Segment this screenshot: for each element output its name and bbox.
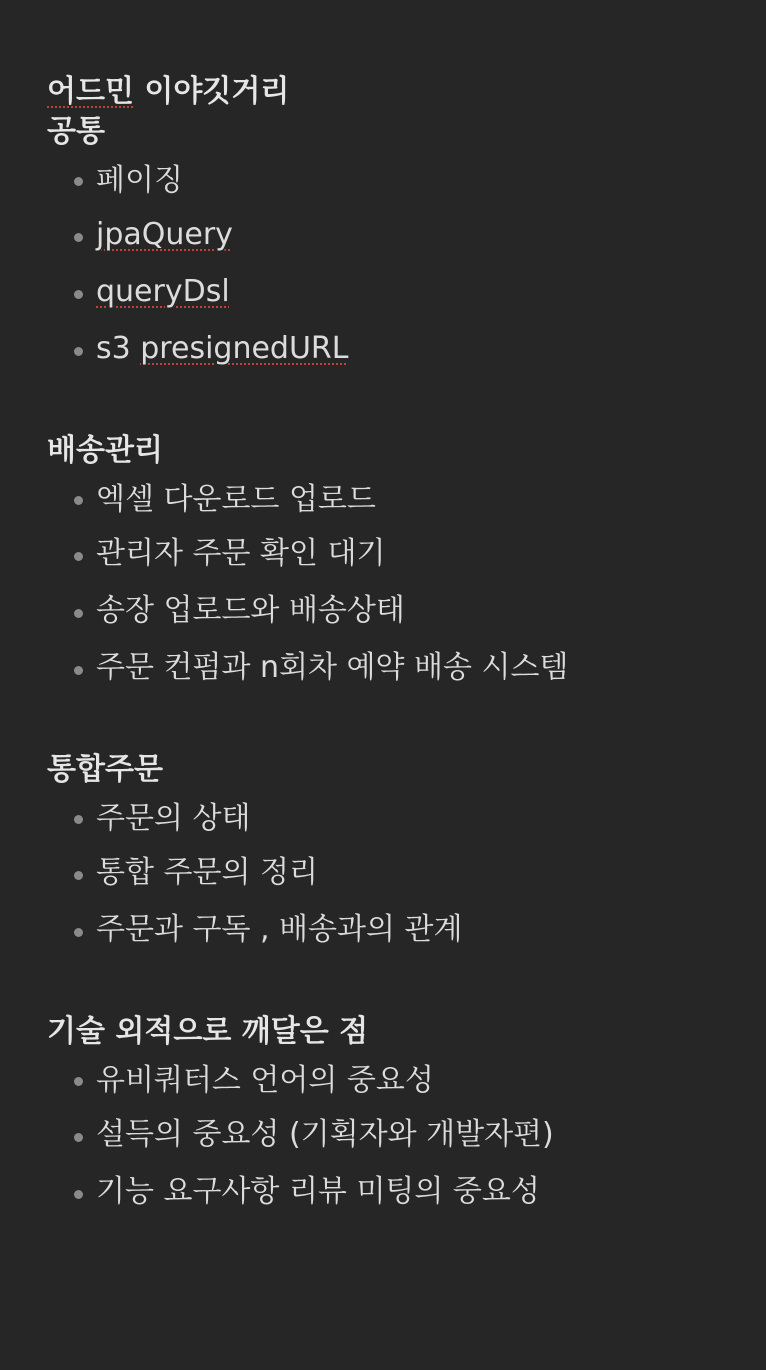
list-item-text: 관리자 주문 확인 대기	[96, 536, 386, 571]
list-item[interactable]	[47, 901, 747, 958]
bullet-icon	[74, 1133, 83, 1142]
list-item[interactable]	[47, 582, 747, 639]
section-common	[47, 112, 747, 377]
section-lessons	[47, 1012, 747, 1220]
list-item[interactable]	[47, 152, 747, 206]
bullet-list	[47, 790, 747, 958]
note-title[interactable]	[47, 72, 747, 112]
bullet-icon	[74, 871, 83, 880]
bullet-icon	[74, 666, 83, 675]
bullet-icon	[74, 496, 83, 505]
list-item-text-presigned: presignedURL	[140, 331, 349, 366]
section-delivery	[47, 431, 747, 696]
note-title-word-1: 어드민	[47, 74, 134, 109]
list-item[interactable]	[47, 206, 747, 263]
list-item[interactable]	[47, 790, 747, 844]
note-title-word-2: 이야깃거리	[144, 74, 290, 109]
list-item-text: jpaQuery	[96, 217, 233, 252]
section-heading[interactable]: 기술 외적으로 깨달은 점	[47, 1014, 369, 1049]
list-item[interactable]	[47, 1163, 747, 1220]
bullet-icon	[74, 290, 83, 299]
list-item[interactable]	[47, 844, 747, 901]
bullet-icon	[74, 1190, 83, 1199]
note-document[interactable]	[47, 72, 747, 1220]
list-item[interactable]	[47, 471, 747, 525]
section-heading[interactable]: 공통	[47, 114, 105, 149]
list-item-text: 주문의 상태	[96, 801, 251, 836]
list-item[interactable]	[47, 1052, 747, 1106]
bullet-icon	[74, 1077, 83, 1086]
list-item-text: 엑셀 다운로드 업로드	[96, 482, 376, 517]
bullet-icon	[74, 177, 83, 186]
list-item[interactable]	[47, 639, 747, 696]
bullet-icon	[74, 928, 83, 937]
bullet-list	[47, 152, 747, 377]
section-heading[interactable]: 통합주문	[47, 752, 163, 787]
bullet-icon	[74, 815, 83, 824]
bullet-list	[47, 1052, 747, 1220]
list-item-text: 기능 요구사항 리뷰 미팅의 중요성	[96, 1174, 540, 1209]
list-item[interactable]	[47, 1106, 747, 1163]
list-item-text: 주문과 구독 , 배송과의 관계	[96, 912, 463, 947]
list-item-text-s3: s3	[96, 331, 131, 366]
list-item-text: 주문 컨펌과 n회차 예약 배송 시스템	[96, 650, 569, 685]
bullet-list	[47, 471, 747, 696]
list-item-text	[96, 331, 348, 366]
list-item-text: queryDsl	[96, 274, 230, 309]
bullet-icon	[74, 347, 83, 356]
list-item-text: 송장 업로드와 배송상태	[96, 593, 405, 628]
list-item[interactable]	[47, 525, 747, 582]
list-item-text: 설득의 중요성 (기획자와 개발자편)	[96, 1117, 554, 1152]
section-integrated-order	[47, 750, 747, 958]
section-heading[interactable]: 배송관리	[47, 433, 163, 468]
bullet-icon	[74, 609, 83, 618]
list-item-text: 통합 주문의 정리	[96, 855, 318, 890]
list-item[interactable]	[47, 263, 747, 320]
list-item[interactable]	[47, 320, 747, 377]
bullet-icon	[74, 233, 83, 242]
bullet-icon	[74, 552, 83, 561]
list-item-text: 페이징	[96, 163, 183, 198]
list-item-text: 유비쿼터스 언어의 중요성	[96, 1063, 434, 1098]
